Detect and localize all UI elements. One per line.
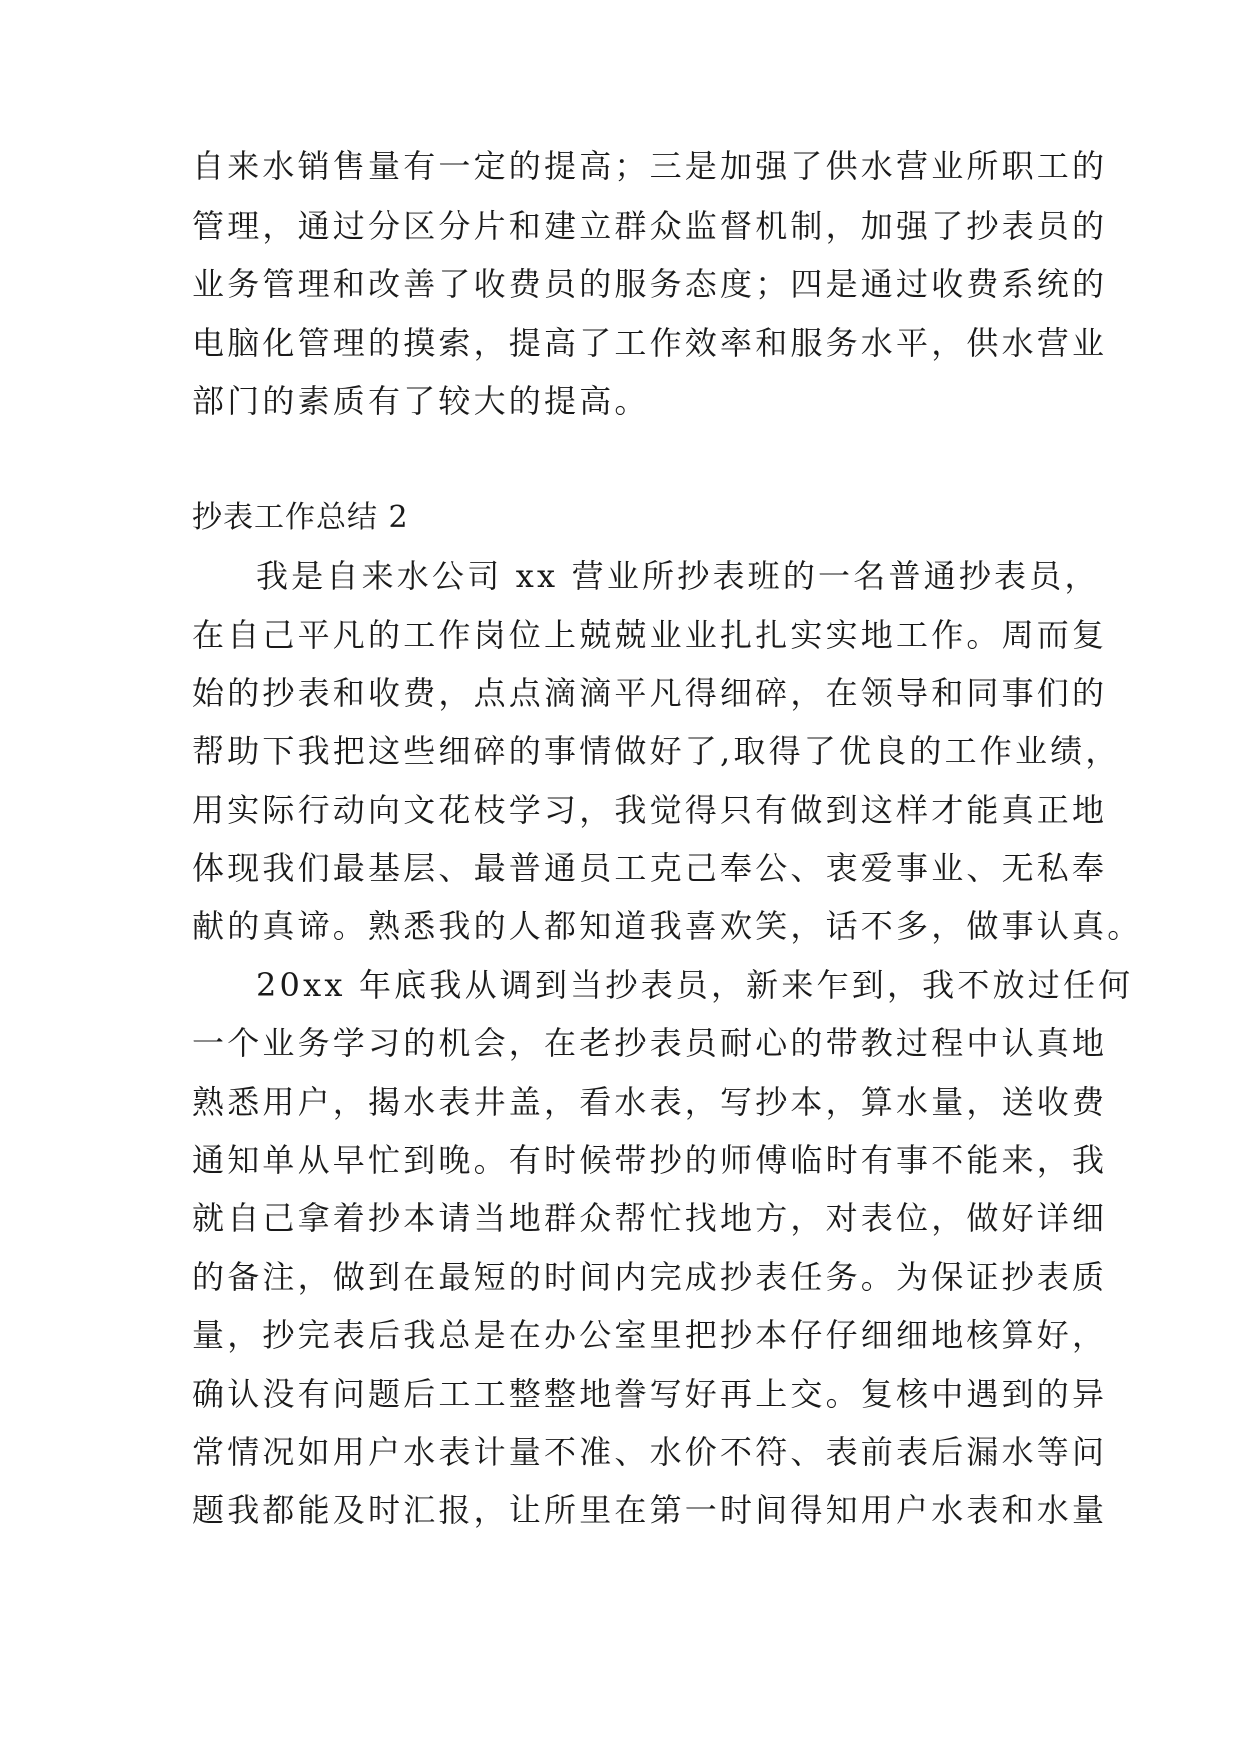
text-line: 业务管理和改善了收费员的服务态度；四是通过收费系统的	[192, 265, 1108, 303]
text-line: 自来水销售量有一定的提高；三是加强了供水营业所职工的	[192, 147, 1108, 185]
text-line: 题我都能及时汇报，让所里在第一时间得知用户水表和水量	[192, 1491, 1108, 1529]
text-line: 量，抄完表后我总是在办公室里把抄本仔仔细细地核算好，	[192, 1316, 1108, 1354]
text-line: 献的真谛。熟悉我的人都知道我喜欢笑，话不多，做事认真。	[192, 907, 1143, 945]
text-line: 部门的素质有了较大的提高。	[192, 382, 650, 420]
text-line: 熟悉用户，揭水表井盖，看水表，写抄本，算水量，送收费	[192, 1083, 1108, 1121]
text-line: 电脑化管理的摸索，提高了工作效率和服务水平，供水营业	[192, 324, 1108, 362]
text-line: 常情况如用户水表计量不准、水价不符、表前表后漏水等问	[192, 1433, 1108, 1471]
text-line: 始的抄表和收费，点点滴滴平凡得细碎，在领导和同事们的	[192, 674, 1108, 712]
text-line: 体现我们最基层、最普通员工克己奉公、衷爱事业、无私奉	[192, 849, 1108, 887]
text-line: 通知单从早忙到晚。有时候带抄的师傅临时有事不能来，我	[192, 1141, 1108, 1179]
text-line: 的备注，做到在最短的时间内完成抄表任务。为保证抄表质	[192, 1258, 1108, 1296]
section-heading: 抄表工作总结 2	[192, 500, 409, 535]
text-line: 确认没有问题后工工整整地誊写好再上交。复核中遇到的异	[192, 1375, 1108, 1413]
text-line: 一个业务学习的机会，在老抄表员耐心的带教过程中认真地	[192, 1024, 1108, 1062]
text-line: 用实际行动向文花枝学习，我觉得只有做到这样才能真正地	[192, 791, 1108, 829]
text-line: 20xx 年底我从调到当抄表员，新来乍到，我不放过任何	[256, 966, 1134, 1004]
text-line: 在自己平凡的工作岗位上兢兢业业扎扎实实地工作。周而复	[192, 616, 1108, 654]
text-line: 帮助下我把这些细碎的事情做好了,取得了优良的工作业绩，	[192, 732, 1121, 770]
text-line: 管理，通过分区分片和建立群众监督机制，加强了抄表员的	[192, 207, 1108, 245]
text-line: 就自己拿着抄本请当地群众帮忙找地方，对表位，做好详细	[192, 1199, 1108, 1237]
text-line: 我是自来水公司 xx 营业所抄表班的一名普通抄表员，	[256, 557, 1100, 595]
